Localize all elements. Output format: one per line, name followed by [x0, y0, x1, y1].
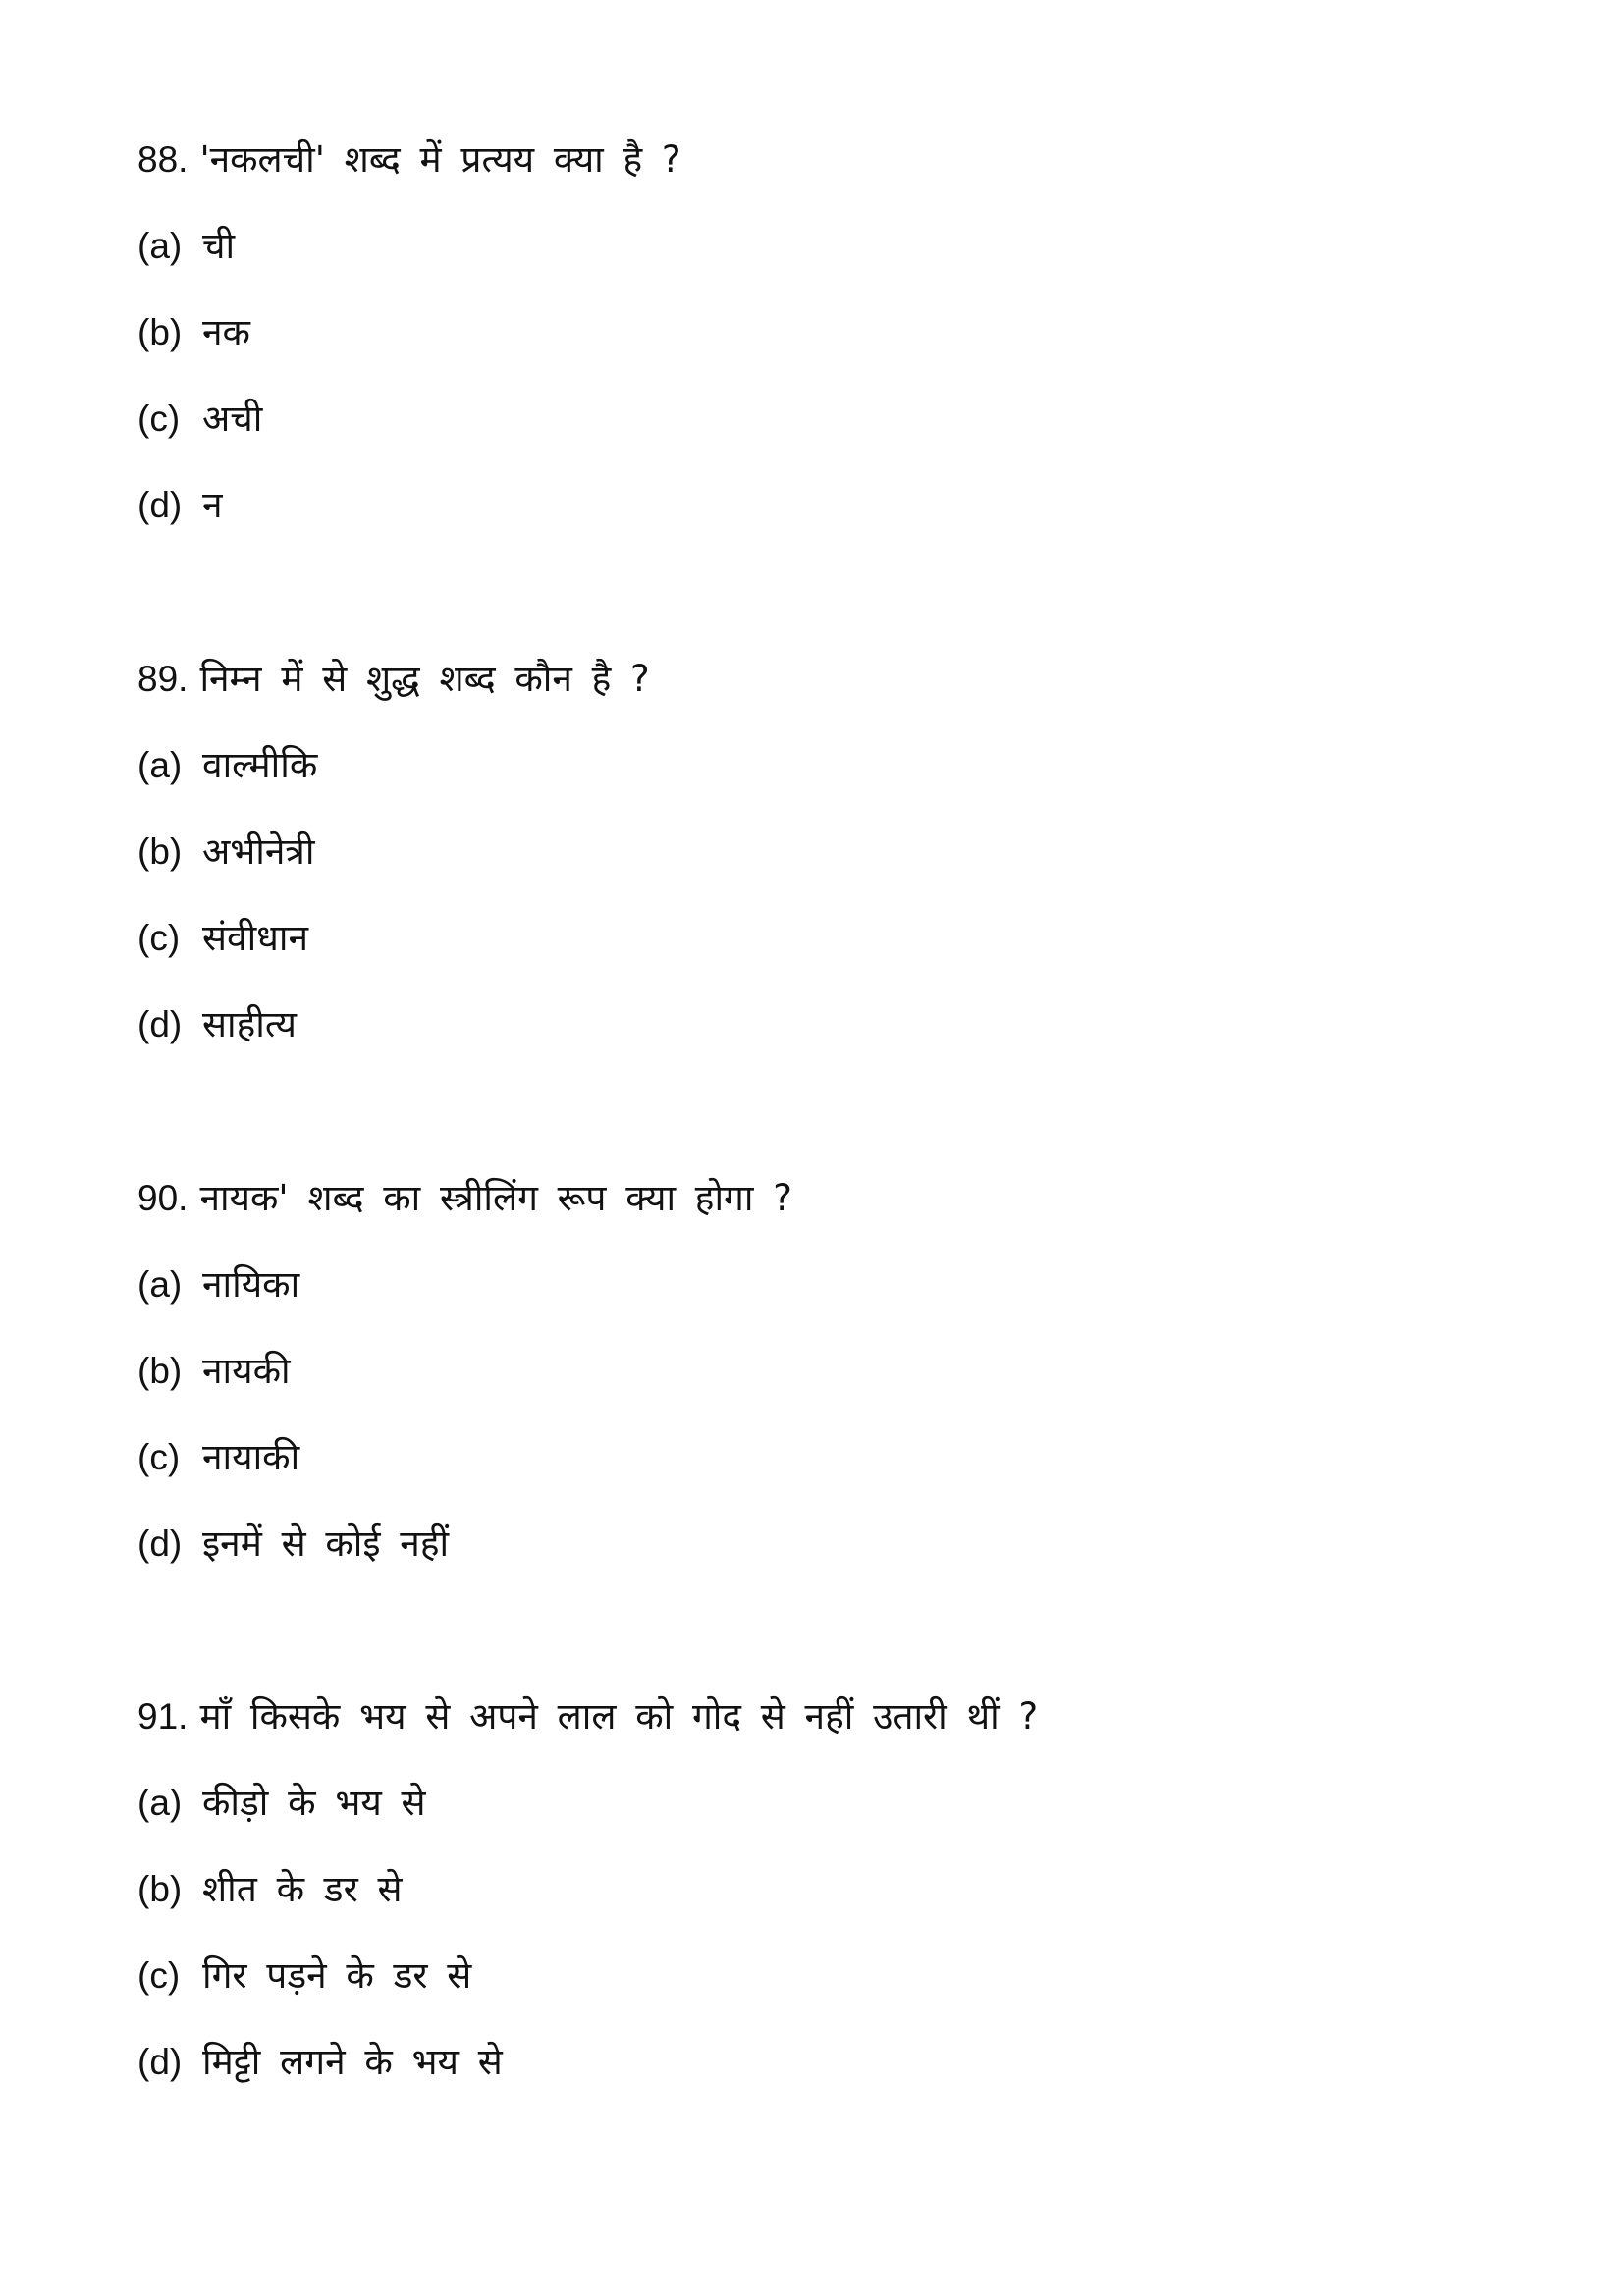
- question-number: 88.: [137, 139, 189, 180]
- option-c: [137, 895, 650, 982]
- option-label: (b): [137, 831, 183, 872]
- option-label: (b): [137, 312, 183, 352]
- question-number: 91.: [137, 1696, 189, 1736]
- option-text: नक: [202, 311, 250, 353]
- option-text: नायिका: [202, 1263, 300, 1306]
- option-c: [137, 1933, 1038, 2019]
- option-text: शीत के डर से: [202, 1868, 403, 1910]
- option-a: [137, 1760, 1038, 1846]
- option-label: (d): [137, 2042, 183, 2082]
- question-text: [137, 1155, 792, 1242]
- option-text: न: [202, 484, 223, 526]
- option-c: [137, 376, 681, 462]
- option-text: अची: [202, 398, 263, 440]
- option-a: [137, 1242, 792, 1328]
- question-stem: माँ किसके भय से अपने लाल को गोद से नहीं उतारी थीं ?: [199, 1695, 1039, 1737]
- question-89: [137, 636, 650, 1068]
- option-d: [137, 1501, 792, 1587]
- question-text: [137, 1674, 1038, 1760]
- option-text: गिर पड़ने के डर से: [202, 1954, 472, 1997]
- option-label: (c): [137, 399, 181, 439]
- option-label: (a): [137, 745, 183, 785]
- option-c: [137, 1415, 792, 1501]
- option-b: [137, 1328, 792, 1415]
- option-label: (a): [137, 1783, 183, 1823]
- question-90: [137, 1155, 792, 1587]
- question-stem: 'नकलची' शब्द में प्रत्यय क्या है ?: [199, 138, 681, 181]
- option-d: [137, 982, 650, 1068]
- option-label: (d): [137, 485, 183, 525]
- option-label: (d): [137, 1004, 183, 1044]
- question-88: [137, 117, 681, 549]
- option-text: मिट्टी लगने के भय से: [202, 2041, 503, 2083]
- option-label: (a): [137, 1264, 183, 1305]
- option-label: (c): [137, 1437, 181, 1477]
- option-d: [137, 2019, 1038, 2106]
- question-stem: निम्न में से शुद्ध शब्द कौन है ?: [199, 658, 650, 700]
- option-b: [137, 290, 681, 376]
- option-a: [137, 203, 681, 290]
- question-stem: नायक' शब्द का स्त्रीलिंग रूप क्या होगा ?: [199, 1177, 792, 1219]
- question-91: [137, 1674, 1038, 2106]
- option-b: [137, 809, 650, 895]
- question-text: [137, 117, 681, 203]
- option-text: नायकी: [202, 1350, 291, 1392]
- option-label: (c): [137, 1955, 181, 1996]
- option-text: नायाकी: [202, 1436, 300, 1478]
- option-a: [137, 722, 650, 809]
- option-label: (d): [137, 1523, 183, 1564]
- option-text: ची: [202, 225, 236, 267]
- option-text: अभीनेत्री: [202, 830, 315, 873]
- option-d: [137, 462, 681, 549]
- option-label: (a): [137, 226, 183, 266]
- option-text: इनमें से कोई नहीं: [202, 1522, 450, 1565]
- option-text: वाल्मीकि: [202, 744, 318, 786]
- option-b: [137, 1846, 1038, 1933]
- option-text: कीड़ो के भय से: [202, 1782, 426, 1824]
- question-number: 90.: [137, 1178, 189, 1218]
- option-label: (b): [137, 1869, 183, 1909]
- option-text: संवीधान: [202, 917, 309, 959]
- question-number: 89.: [137, 659, 189, 699]
- option-text: साहीत्य: [202, 1003, 298, 1045]
- option-label: (b): [137, 1351, 183, 1391]
- question-text: [137, 636, 650, 722]
- option-label: (c): [137, 918, 181, 958]
